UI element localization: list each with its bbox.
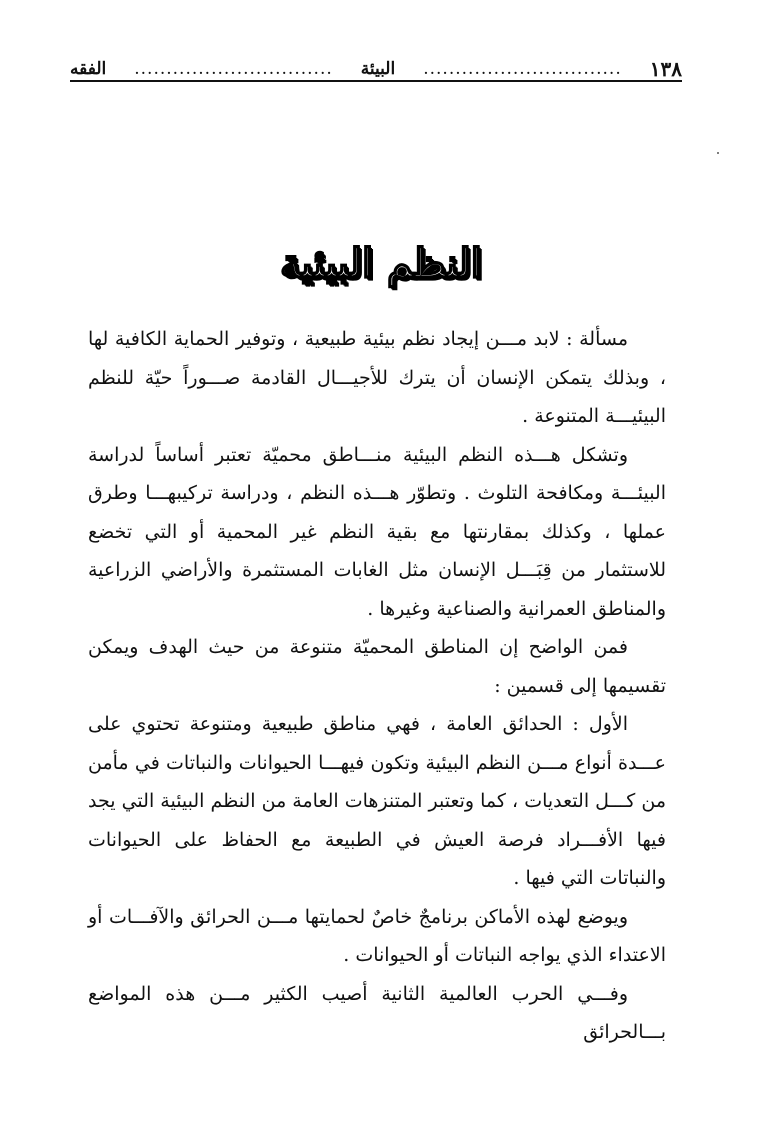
header-filler-right: ............................... <box>423 59 622 79</box>
body-text <box>88 320 666 1052</box>
page-number: ١٣٨ <box>649 57 682 81</box>
paragraph: الأول : الحدائق العامة ، فهي مناطق طبيعية ومتنوعة تحتوي على عـــدة أنواع مـــن النظم البيئية وتكون فيهـــا الحيوانات والنباتات في مأمن من كـــل التعديات ، كما وتعتبر المتنزهات العامة من النظم البيئية التي يجد فيها الأفـــراد فرصة العيش في الطبيعة مع الحفاظ على الحيوانات والنباتات التي فيها . <box>88 713 666 889</box>
paragraph: فمن الواضح إن المناطق المحميّة متنوعة من حيث الهدف ويمكن تقسيمها إلى قسمين : <box>88 636 666 697</box>
paragraph: مسألة : لابد مـــن إيجاد نظم بيئية طبيعية ، وتوفير الحماية الكافية لها ، وبذلك يتمكن الإنسان أن يترك للأجيـــال القادمة صـــوراً حيّة للنظم البيئيـــة المتنوعة . <box>88 328 666 427</box>
header-filler-left: ............................... <box>134 59 333 79</box>
running-header <box>70 52 682 82</box>
header-book: الفقه <box>70 59 107 79</box>
paragraph: ويوضع لهذه الأماكن برنامجٌ خاصٌ لحمايتها مـــن الحرائق والآفـــات أو الاعتداء الذي يواجه النباتات أو الحيوانات . <box>88 905 666 966</box>
paragraph: وفـــي الحرب العالمية الثانية أصيب الكثير مـــن هذه المواضع بـــالحرائق <box>88 982 666 1043</box>
paragraph: وتشكل هـــذه النظم البيئية منـــاطق محميّة تعتبر أساساً لدراسة البيئـــة ومكافحة التلوث . وتطوّر هـــذه النظم ، ودراسة تركيبهـــا وطرق عملها ، وكذلك بمقارنتها مع بقية النظم غير المحمية أو التي تخضع للاستثمار من قِبَـــل الإنسان مثل الغابات المستثمرة والأراضي الزراعية والمناطق العمرانية والصناعية وغيرها . <box>88 443 666 620</box>
scan-speck <box>717 152 719 154</box>
title-block <box>0 212 762 316</box>
chapter-title: النظم البيئية <box>280 239 482 287</box>
header-section: البيئة <box>360 59 396 79</box>
